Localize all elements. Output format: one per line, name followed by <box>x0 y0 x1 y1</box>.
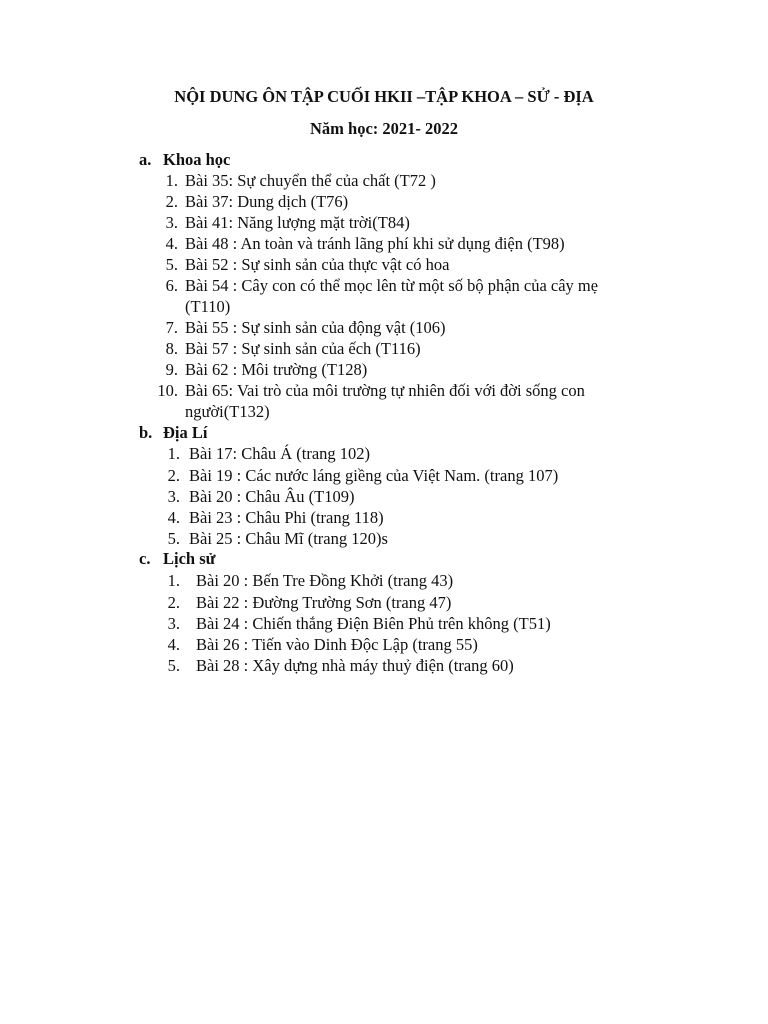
item-text: Bài 52 : Sự sinh sản của thực vật có hoa <box>185 255 450 274</box>
page-title: NỘI DUNG ÔN TẬP CUỐI HKII –TẬP KHOA – SỬ - ĐỊA <box>174 87 594 106</box>
item-number: 4. <box>167 508 180 527</box>
item-text: Bài 41: Năng lượng mặt trời(T84) <box>185 213 410 232</box>
item-number: 5. <box>167 529 180 548</box>
item-text: Bài 23 : Châu Phi (trang 118) <box>189 508 384 527</box>
item-text: Bài 62 : Môi trường (T128) <box>185 360 368 379</box>
section-letter: a. <box>139 150 152 169</box>
item-text: Bài 55 : Sự sinh sản của động vật (106) <box>185 318 446 337</box>
item-text: Bài 37: Dung dịch (T76) <box>185 192 349 211</box>
item-text: Bài 26 : Tiến vào Dinh Độc Lập (trang 55) <box>196 635 478 654</box>
item-number: 6. <box>165 276 178 295</box>
item-number: 8. <box>165 339 178 358</box>
item-text: Bài 25 : Châu Mĩ (trang 120)s <box>189 529 388 548</box>
item-number: 2. <box>167 593 180 612</box>
section-letter: c. <box>139 549 151 568</box>
item-text-continuation: (T110) <box>185 297 231 316</box>
section-letter: b. <box>139 423 153 442</box>
item-text: Bài 20 : Châu Âu (T109) <box>189 487 355 506</box>
section-heading-dia-li <box>139 423 207 443</box>
item-number: 10. <box>157 381 178 400</box>
item-number: 1. <box>167 571 180 590</box>
item-text: Bài 65: Vai trò của môi trường tự nhiên đối với đời sống con <box>185 381 585 400</box>
section-heading-lich-su <box>139 549 216 569</box>
section-title: Địa Lí <box>163 423 208 442</box>
item-number: 9. <box>165 360 178 379</box>
item-text: Bài 19 : Các nước láng giềng của Việt Nam. (trang 107) <box>189 466 559 485</box>
section-title: Khoa học <box>163 150 231 169</box>
item-text: Bài 22 : Đường Trường Sơn (trang 47) <box>196 593 452 612</box>
item-number: 4. <box>167 635 180 654</box>
section-title: Lịch sử <box>163 549 216 568</box>
item-text: Bài 24 : Chiến thắng Điện Biên Phủ trên không (T51) <box>196 614 551 633</box>
item-number: 2. <box>165 192 178 211</box>
item-number: 1. <box>167 444 180 463</box>
item-number: 3. <box>167 614 180 633</box>
school-year: Năm học: 2021- 2022 <box>309 119 459 138</box>
item-number: 2. <box>167 466 180 485</box>
item-number: 1. <box>165 171 178 190</box>
item-text: Bài 28 : Xây dựng nhà máy thuỷ điện (trang 60) <box>196 656 514 675</box>
item-number: 7. <box>165 318 178 337</box>
item-text: Bài 57 : Sự sinh sản của ếch (T116) <box>185 339 421 358</box>
item-text: Bài 17: Châu Á (trang 102) <box>189 444 371 463</box>
item-number: 3. <box>165 213 178 232</box>
section-heading-khoa-hoc <box>139 150 230 170</box>
item-number: 4. <box>165 234 178 253</box>
item-text: Bài 48 : An toàn và tránh lãng phí khi sử dụng điện (T98) <box>185 234 565 253</box>
item-text: Bài 35: Sự chuyển thể của chất (T72 ) <box>185 171 436 190</box>
item-number: 3. <box>167 487 180 506</box>
item-text: Bài 54 : Cây con có thể mọc lên từ một số bộ phận của cây mẹ <box>185 276 599 295</box>
item-number: 5. <box>167 656 180 675</box>
item-text-continuation: người(T132) <box>185 402 270 421</box>
item-number: 5. <box>165 255 178 274</box>
item-text: Bài 20 : Bến Tre Đồng Khởi (trang 43) <box>196 571 454 590</box>
